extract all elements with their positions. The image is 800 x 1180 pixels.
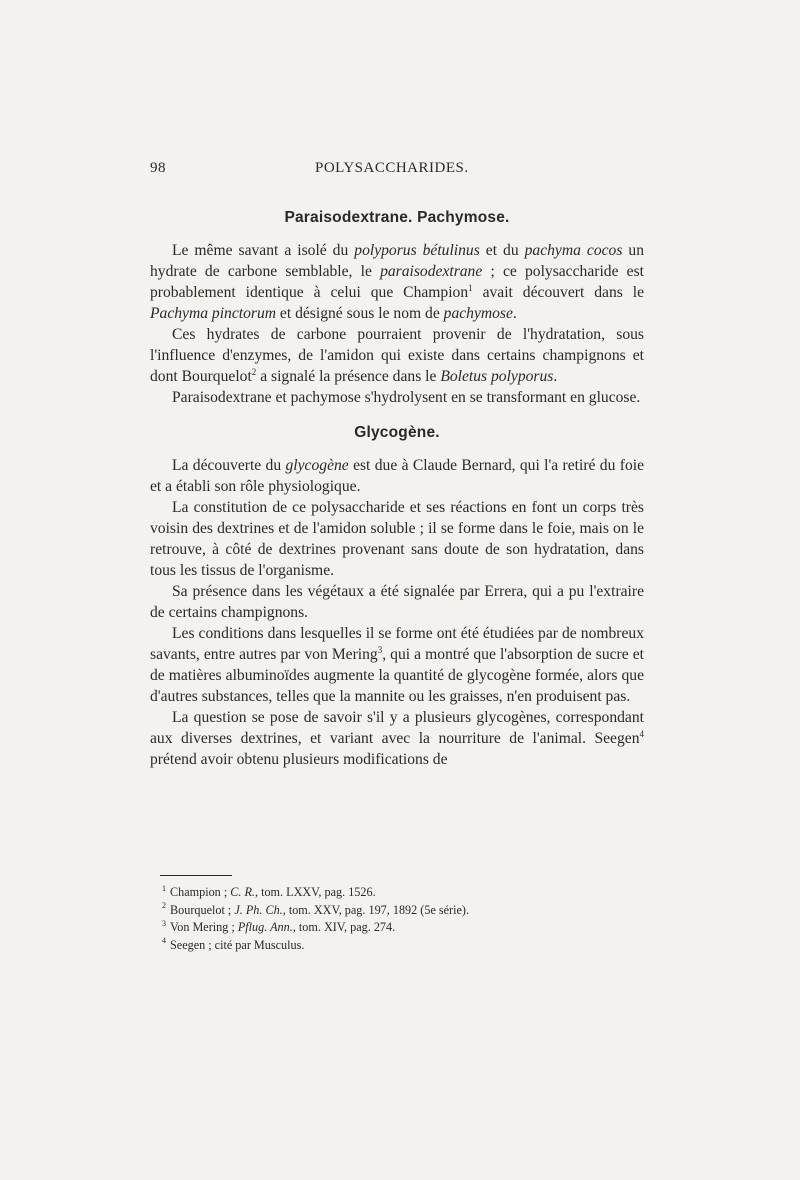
footnote-mark: 2 [162, 901, 166, 911]
section-title-paraisodextrane: Paraisodextrane. Pachymose. [284, 209, 510, 226]
text-run: et du [479, 242, 525, 259]
text-run: La question se pose de savoir s'il y a plusieurs glycogènes, correspondant aux diverses dextrines, et variant avec la nourriture de l'animal. Seegen [150, 709, 644, 747]
italic-term: glycogène [285, 457, 349, 474]
running-title: POLYSACCHARIDES. [315, 160, 469, 176]
paragraph [150, 324, 644, 387]
footnotes [162, 884, 642, 954]
text-run: Le même savant a isolé du [172, 242, 355, 259]
italic-term: pachyma cocos [524, 242, 623, 259]
text-run: Ces hydrates de carbone pourraient provenir de l'hydratation, sous l'influence d'enzymes, de l'amidon qui existe dans certains champignons et dont Bourquelot [150, 326, 644, 385]
footnote [162, 884, 642, 902]
footnote-text: , tom. XXV, pag. 197, 1892 (5e série). [282, 902, 470, 917]
footnote-source: Pflug. Ann. [237, 920, 293, 934]
text-run: avait découvert dans le [472, 284, 644, 301]
footnote-source: J. Ph. Ch. [234, 902, 283, 917]
footnote-rule [160, 875, 232, 876]
footnote-ref: 3 [377, 644, 383, 655]
text-run: La découverte du [172, 457, 286, 474]
footnote-text: Von Mering ; [170, 920, 238, 934]
footnote-text: , tom. LXXV, pag. 1526. [254, 885, 376, 899]
paragraph [150, 240, 644, 324]
italic-term: paraisodextrane [380, 263, 483, 280]
footnote-text: , tom. XIV, pag. 274. [292, 920, 396, 934]
footnote-source: C. R. [230, 885, 255, 899]
italic-term: Boletus polyporus [440, 368, 554, 385]
text-run: , qui a montré que l'absorption de sucre et de matières albuminoïdes augmente la quantité de glycogène formée, alors que d'autres substances, telles que la mannite ou les graisses, n'en produisent pas. [150, 646, 644, 705]
text-run: a signalé la présence dans le [256, 368, 441, 385]
footnote-ref: 2 [251, 366, 257, 377]
paragraph: Paraisodextrane et pachymose s'hydrolysent en se transformant en glucose. [172, 389, 641, 406]
text-run: est due à Claude Bernard, qui l'a retiré du foie et a établi son rôle physiologique. [150, 457, 644, 495]
footnote-text: Bourquelot ; [170, 902, 235, 917]
footnote [162, 919, 642, 937]
footnote-ref: 4 [639, 728, 644, 739]
paragraph: La constitution de ce polysaccharide et ses réactions en font un corps très voisin des dextrines et de l'amidon soluble ; il se forme dans le foie, mais on le retrouve, à côté de dextrines provenant sans doute de son hydratation, dans tous les tissus de l'organisme. [150, 499, 644, 579]
text-run: ; ce polysaccharide est probablement identique à celui que Champion [150, 263, 644, 301]
page-number: 98 [150, 160, 166, 176]
italic-term: pachymose [443, 305, 513, 322]
text-run: un hydrate de carbone semblable, le [150, 242, 645, 280]
italic-term: polyporus bétulinus [354, 242, 480, 259]
footnote [162, 902, 642, 920]
text-run: et désigné sous le nom de [276, 305, 444, 322]
text-run: . [512, 305, 517, 322]
footnote-mark: 4 [162, 936, 166, 946]
text-run: Les conditions dans lesquelles il se forme ont été étudiées par de nombreux savants, entre autres par von Mering [150, 625, 644, 663]
italic-term: Pachyma pinctorum [150, 305, 277, 322]
footnote-mark: 3 [162, 918, 166, 928]
body-text [150, 207, 644, 770]
paragraph [150, 623, 644, 707]
text-run: . [553, 368, 558, 385]
text-run: prétend avoir obtenu plusieurs modifications de [150, 751, 448, 768]
footnote-mark: 1 [162, 883, 166, 893]
paragraph [150, 455, 644, 497]
footnote-text: Champion ; [170, 885, 231, 899]
footnote-text: Seegen ; cité par Musculus. [170, 937, 305, 952]
section-title-glycogene: Glycogène. [354, 424, 440, 441]
footnote-ref: 1 [468, 282, 473, 293]
paragraph [150, 707, 644, 770]
paragraph: Sa présence dans les végétaux a été signalée par Errera, qui a pu l'extraire de certains champignons. [150, 583, 644, 621]
footnote [162, 937, 642, 955]
